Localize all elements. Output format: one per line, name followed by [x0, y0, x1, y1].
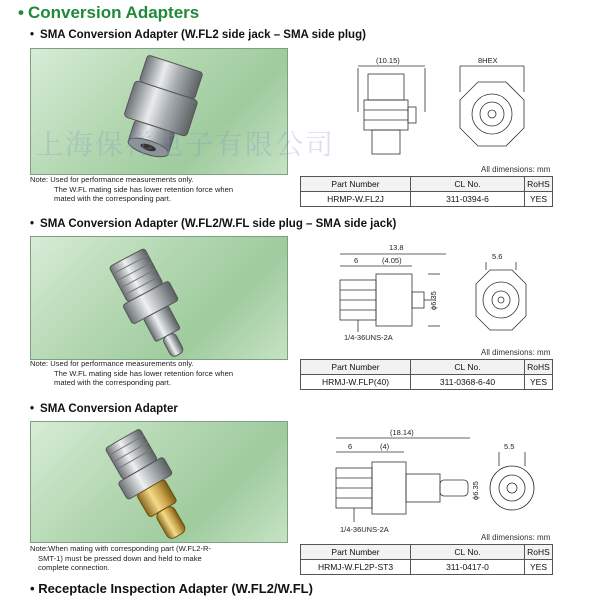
cell-part-number: HRMJ-W.FL2P-ST3	[301, 560, 411, 575]
note-line: SMT-1) must be pressed down and held to make	[38, 553, 202, 563]
section-3-photo	[30, 421, 288, 543]
header-part-number: Part Number	[301, 545, 411, 560]
section-2-title	[30, 218, 396, 230]
note-line: complete connection.	[38, 563, 110, 573]
cell-rohs: YES	[525, 560, 553, 575]
header-rohs: RoHS	[525, 177, 553, 192]
header-rohs: RoHS	[525, 360, 553, 375]
dim-label: 5.6	[492, 252, 503, 261]
section-2-photo	[30, 236, 288, 360]
next-section-title-text: Receptacle Inspection Adapter (W.FL2/W.FL)	[38, 581, 313, 596]
header-part-number: Part Number	[301, 360, 411, 375]
cell-part-number: HRMP-W.FL2J	[301, 192, 411, 207]
note-line: mated with the corresponding part.	[54, 378, 171, 388]
cell-rohs: YES	[525, 192, 553, 207]
section-3-dim-note: All dimensions: mm	[481, 533, 551, 542]
header-part-number: Part Number	[301, 177, 411, 192]
watermark: 上海保祥电子有限公司	[35, 128, 336, 161]
section-1-part-table	[300, 176, 553, 207]
sma-jack-illustration	[31, 237, 287, 359]
cell-cl-no: 311-0368-6-40	[411, 375, 525, 390]
section-3-part-table	[300, 544, 553, 575]
note-line: The W.FL mating side has lower retention force when	[54, 184, 234, 194]
dim-label: 6	[348, 442, 353, 451]
cell-cl-no: 311-0417-0	[411, 560, 525, 575]
section-3-title	[30, 403, 178, 415]
section-1-bullet: •	[30, 29, 35, 41]
header-rohs: RoHS	[525, 545, 553, 560]
cell-rohs: YES	[525, 375, 553, 390]
header-cl-no: CL No.	[411, 177, 525, 192]
section-3-note	[30, 544, 300, 573]
section-1-title	[30, 29, 366, 41]
note-line: The W.FL mating side has lower retention force when	[54, 368, 234, 378]
next-section-bullet: •	[30, 581, 35, 596]
note-line: Note: Used for performance measurements only.	[30, 359, 194, 368]
dim-label: (4.05)	[382, 256, 402, 265]
section-2-dim-note: All dimensions: mm	[481, 348, 551, 357]
dim-label: 6	[354, 256, 359, 265]
dim-label: 5.5	[504, 442, 515, 451]
section-2-note	[30, 359, 300, 388]
section-3-drawing	[300, 426, 570, 538]
dim-label: 1/4-36UNS-2A	[340, 525, 389, 534]
note-line: Note: Used for performance measurements only.	[30, 175, 194, 184]
title-bullet: •	[18, 3, 24, 22]
header-cl-no: CL No.	[411, 360, 525, 375]
dim-label: (18.14)	[390, 428, 414, 437]
dim-label: 1/4-36UNS-2A	[344, 333, 393, 342]
section-3-title-text: SMA Conversion Adapter	[40, 403, 178, 415]
dim-label: (4)	[380, 442, 390, 451]
sma-adapter-illustration	[31, 422, 287, 542]
header-cl-no: CL No.	[411, 545, 525, 560]
cell-part-number: HRMJ-W.FLP(40)	[301, 375, 411, 390]
section-1-dim-note: All dimensions: mm	[481, 165, 551, 174]
section-2-part-table	[300, 359, 553, 390]
section-1-title-text: SMA Conversion Adapter (W.FL2 side jack – SMA side plug)	[40, 29, 366, 41]
page-title-text: Conversion Adapters	[27, 3, 200, 22]
section-1-note	[30, 175, 300, 204]
section-2-title-text: SMA Conversion Adapter (W.FL2/W.FL side plug – SMA side jack)	[40, 218, 397, 230]
section-2-bullet: •	[30, 218, 35, 230]
section-2-drawing	[300, 238, 570, 346]
section-3-bullet: •	[30, 403, 35, 415]
note-line: Note:When mating with corresponding part (W.FL2-R-	[30, 544, 212, 553]
note-line: mated with the corresponding part.	[54, 194, 171, 204]
dim-label: ϕ6.35	[471, 481, 480, 500]
page-title	[18, 3, 199, 23]
dim-label: 8HEX	[478, 56, 498, 65]
section-1-drawing	[330, 52, 570, 164]
dim-label: ϕ6.35	[429, 291, 438, 310]
dim-label: (10.15)	[376, 56, 400, 65]
cell-cl-no: 311-0394-6	[411, 192, 525, 207]
dim-label: 13.8	[389, 243, 404, 252]
